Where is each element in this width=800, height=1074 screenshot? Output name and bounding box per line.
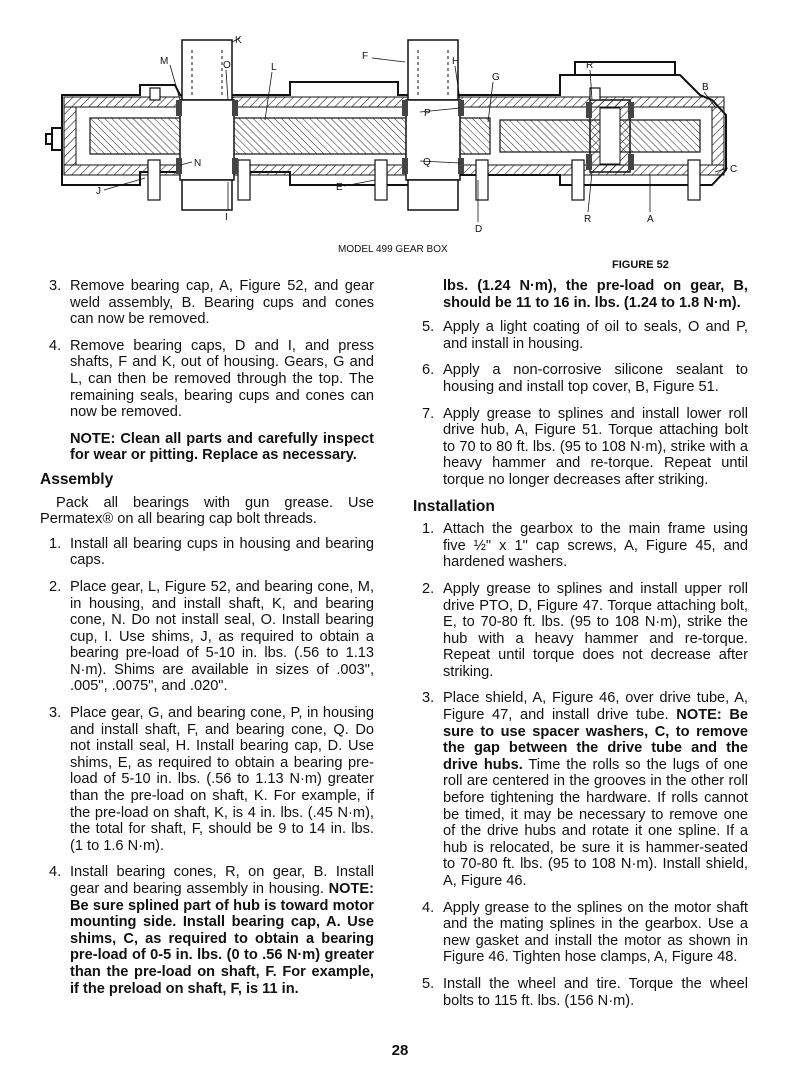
model-caption: MODEL 499 GEAR BOX bbox=[338, 244, 448, 255]
label-j: J bbox=[96, 186, 101, 197]
disassembly-steps bbox=[40, 278, 374, 421]
gearbox-diagram bbox=[0, 0, 800, 275]
list-item: 5. Apply a light coating of oil to seals, O and P, and install in housing. bbox=[422, 319, 748, 352]
installation-steps bbox=[413, 521, 748, 1009]
label-f: F bbox=[362, 51, 369, 62]
continued-text: lbs. (1.24 N·m), the pre-load on gear, B, should be 11 to 16 in. lbs. (1.24 to 1.8 N·m). bbox=[443, 278, 748, 311]
label-q: Q bbox=[423, 157, 431, 168]
list-item: 3. Place shield, A, Figure 46, over drive tube, A, Figure 47, and install drive tube. NOTE: Be sure to use spacer washers, C, to remove the gap between the drive tube and the drive hubs. Time the rolls so the lugs of one roll are centered in the grooves in the other roll before tightening the hardware. If rolls cannot be timed, it may be necessary to remove one of the drive hubs and rotate it one spline. If a hub is relocated, be sure it is hammer-seated to 70-80 ft. lbs. (95 to 108 N·m). Install shield, A, Figure 46. bbox=[422, 690, 748, 889]
label-r-bottom: R bbox=[584, 214, 592, 225]
label-e: E bbox=[336, 182, 343, 193]
list-item: 3. Place gear, G, and bearing cone, P, in housing and install shaft, F, and bearing cone, Q. Do not install seal, H. Install bearing cap, D. Use shims, E, as required to obtain a bearing pre-load of 5-10 in. lbs. (.56 to 1.13 N·m) greater than the pre-load on shaft, K. For example, if the pre-load on shaft, K, is 4 in. lbs. (.45 N·m), the total for shaft, F, should be 9 to 14 in. lbs. (1 to 1.6 N·m). bbox=[49, 705, 374, 854]
list-item: 4. Install bearing cones, R, on gear, B. Install gear and bearing assembly in housing. NOTE: Be sure splined part of hub is toward motor mounting side. Install bearing cap, A. Use shims, C, as required to obtain a bearing pre-load of 0-5 in. lbs. (0 to .56 N·m) greater than the pre-load on shaft, F. For example, if the preload on shaft, F, is 11 in. bbox=[49, 864, 374, 997]
installation-heading: Installation bbox=[413, 497, 495, 515]
label-b: B bbox=[702, 82, 709, 93]
label-r-top: R bbox=[586, 60, 594, 71]
assembly-heading: Assembly bbox=[40, 470, 114, 488]
assembly-intro: Pack all bearings with gun grease. Use Permatex® on all bearing cap bolt threads. bbox=[40, 494, 374, 528]
label-n: N bbox=[194, 158, 202, 169]
list-item: 3. Remove bearing cap, A, Figure 52, and gear weld assembly, B. Bearing cups and cones can now be removed. bbox=[49, 278, 374, 328]
list-item: 5. Install the wheel and tire. Torque the wheel bolts to 115 ft. lbs. (156 N·m). bbox=[422, 975, 748, 1009]
label-g: G bbox=[492, 72, 500, 83]
list-item: 7. Apply grease to splines and install lower roll drive hub, A, Figure 51. Torque attaching bolt to 70 to 80 ft. lbs. (95 to 108 N·m), strike with a heavy hammer and re-torque. Repeat until torque no longer decreases after striking. bbox=[422, 405, 748, 488]
assembly-steps bbox=[40, 536, 374, 997]
page-number: 28 bbox=[391, 1042, 409, 1059]
label-c: C bbox=[730, 164, 738, 175]
list-item: 2. Apply grease to splines and install upper roll drive PTO, D, Figure 47. Torque attaching bolt, E, to 70-80 ft. lbs. (95 to 108 N·m), strike the hub with a heavy hammer and re-torque. Repeat until torque does not decrease after striking. bbox=[422, 580, 748, 680]
label-k: K bbox=[235, 35, 242, 46]
label-l: L bbox=[271, 62, 277, 73]
label-p: P bbox=[424, 108, 431, 119]
list-item: 6. Apply a non-corrosive silicone sealant to housing and install top cover, B, Figure 51. bbox=[422, 362, 748, 395]
gearbox-figure bbox=[0, 0, 800, 275]
label-m: M bbox=[160, 56, 169, 67]
right-column bbox=[413, 278, 748, 1019]
list-item: 2. Place gear, L, Figure 52, and bearing cone, M, in housing, and install shaft, K, and bearing cone, N. Do not install seal, O. Install bearing cup, I. Use shims, J, as required to obtain a bearing pre-load of 5-10 in. lbs. (.56 to 1.13 N·m). Shims are available in sizes of .003", .005", .0075", and .020". bbox=[49, 578, 374, 695]
label-i: I bbox=[225, 212, 228, 223]
left-column bbox=[40, 278, 374, 1007]
label-d: D bbox=[475, 224, 483, 235]
label-o: O bbox=[223, 60, 231, 71]
assembly-steps-continued bbox=[413, 319, 748, 488]
label-a: A bbox=[647, 214, 654, 225]
list-item: 4. Apply grease to the splines on the motor shaft and the mating splines in the gearbox. Use a new gasket and install the motor as shown in Figure 46. Tighten hose clamps, A, Figure 48. bbox=[422, 899, 748, 966]
list-item: 1. Install all bearing cups in housing and bearing caps. bbox=[49, 535, 374, 569]
figure-label: FIGURE 52 bbox=[612, 259, 669, 271]
cleaning-note: NOTE: Clean all parts and carefully inspect for wear or pitting. Replace as necessary. bbox=[70, 430, 374, 464]
list-item: 4. Remove bearing caps, D and I, and press shafts, F and K, out of housing. Gears, G and L, can then be removed through the top. The remaining seals, bearing cups and cones can now be removed. bbox=[49, 337, 374, 421]
label-h: H bbox=[452, 56, 460, 67]
list-item: 1. Attach the gearbox to the main frame using five ½" x 1" cap screws, A, Figure 45, and hardened washers. bbox=[422, 521, 748, 571]
